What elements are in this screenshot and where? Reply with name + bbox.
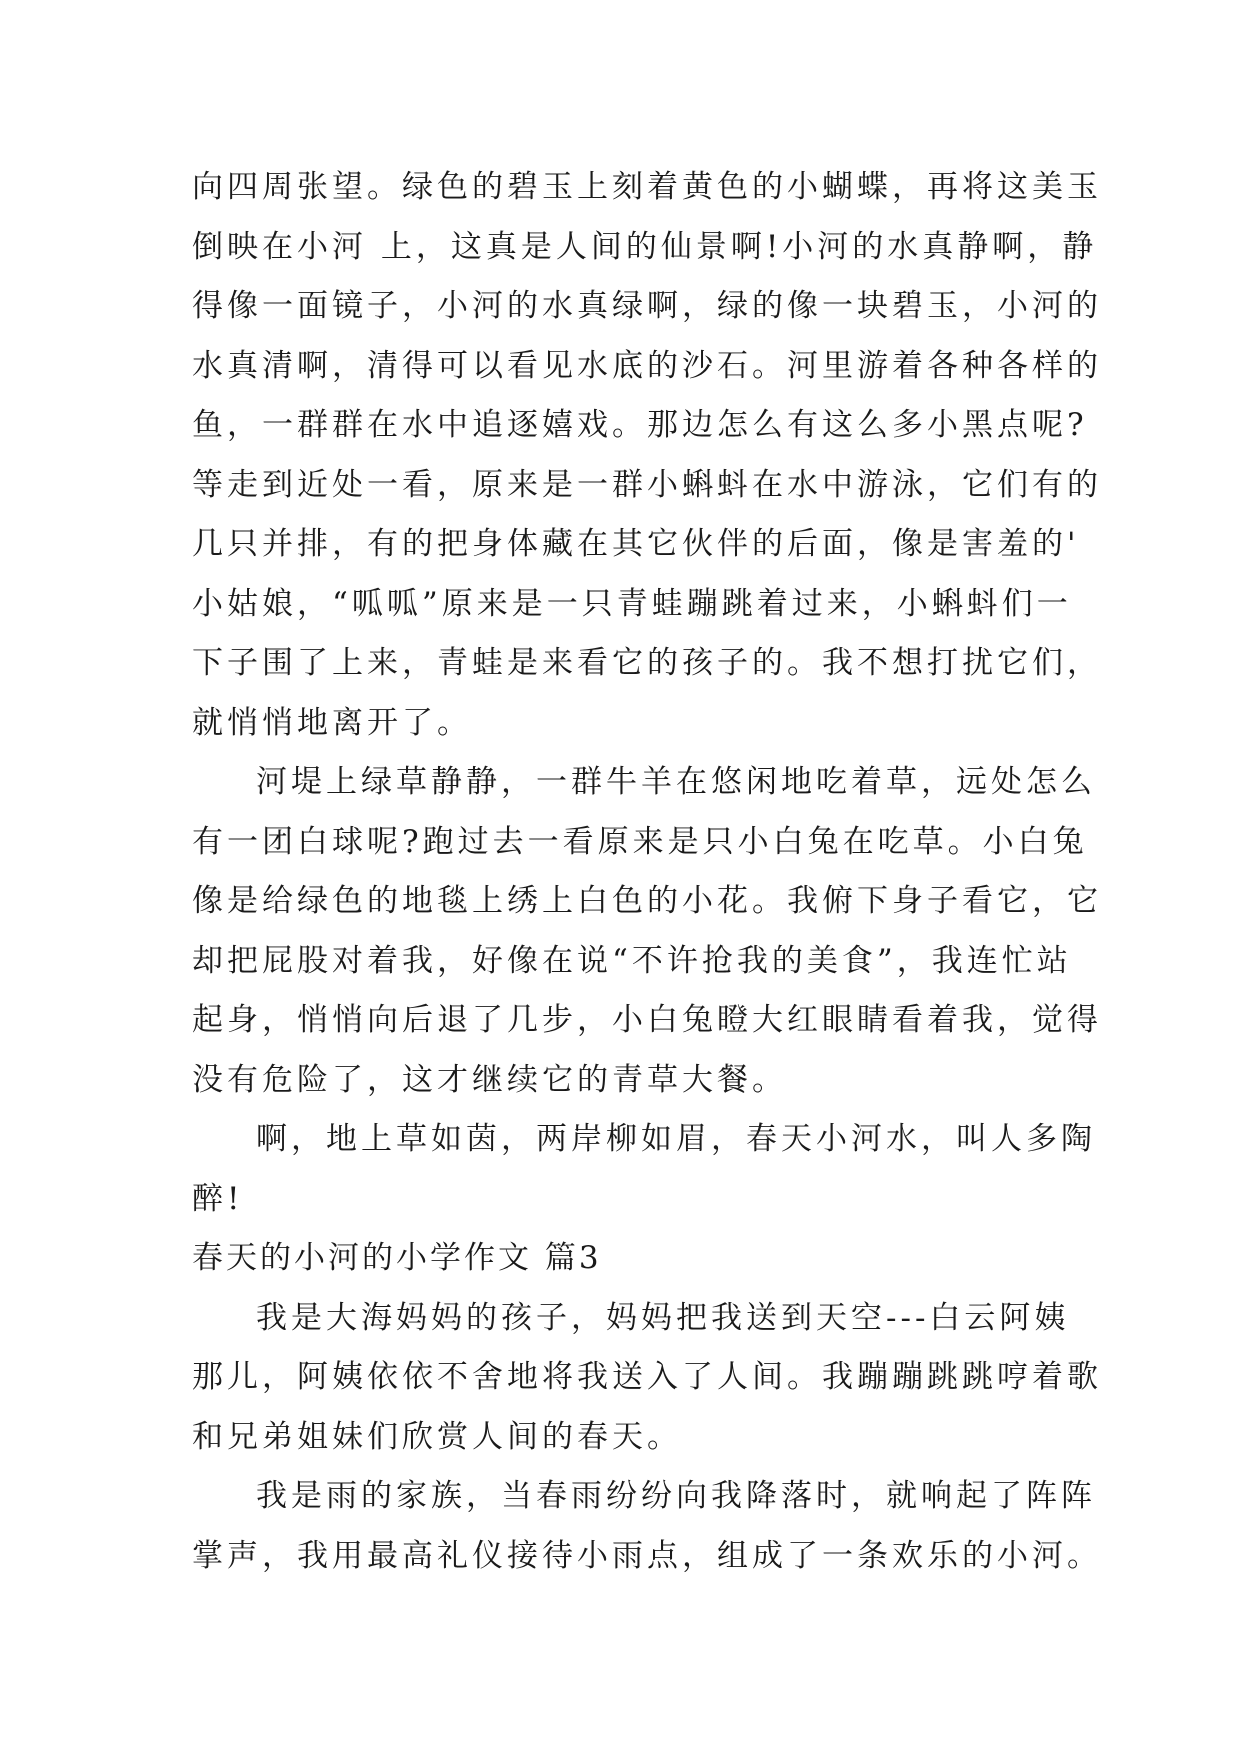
text-line: 等走到近处一看，原来是一群小蝌蚪在水中游泳，它们有的 (192, 466, 1102, 503)
paragraph-first-line: 我是雨的家族，当春雨纷纷向我降落时，就响起了阵阵 (256, 1478, 1096, 1514)
text-line: 醉! (192, 1180, 244, 1217)
text-line: 像是给绿色的地毯上绣上白色的小花。我俯下身子看它，它 (192, 883, 1102, 919)
text-line: 掌声，我用最高礼仪接待小雨点，组成了一条欢乐的小河。 (192, 1537, 1102, 1574)
text-line: 那儿，阿姨依依不舍地将我送入了人间。我蹦蹦跳跳哼着歌 (192, 1359, 1102, 1395)
document-body (192, 158, 1102, 1586)
text-line: 几只并排，有的把身体藏在其它伙伴的后面，像是害羞的' (192, 526, 1080, 562)
text-line: 倒映在小河 上，这真是人间的仙景啊!小河的水真静啊，静 (192, 228, 1098, 265)
text-line: 没有危险了，这才继续它的青草大餐。 (192, 1061, 787, 1098)
text-line: 得像一面镜子，小河的水真绿啊，绿的像一块碧玉，小河的 (192, 288, 1102, 324)
text-line: 有一团白球呢?跑过去一看原来是只小白兔在吃草。小白兔 (192, 823, 1088, 860)
paragraph-first-line: 河堤上绿草静静，一群牛羊在悠闲地吃着草，远处怎么 (256, 764, 1096, 800)
paragraph-first-line: 我是大海妈妈的孩子，妈妈把我送到天空---白云阿姨 (256, 1299, 1070, 1336)
text-line: 鱼，一群群在水中追逐嬉戏。那边怎么有这么多小黑点呢? (192, 407, 1088, 443)
text-line: 和兄弟姐妹们欣赏人间的春天。 (192, 1418, 682, 1455)
text-line: 向四周张望。绿色的碧玉上刻着黄色的小蝴蝶，再将这美玉 (192, 169, 1102, 205)
text-line: 小姑娘，“呱呱”原来是一只青蛙蹦跳着过来，小蝌蚪们一 (192, 585, 1072, 622)
text-line: 水真清啊，清得可以看见水底的沙石。河里游着各种各样的 (192, 347, 1102, 384)
text-line: 却把屁股对着我，好像在说“不许抢我的美食”，我连忙站 (192, 942, 1072, 979)
text-line: 起身，悄悄向后退了几步，小白兔瞪大红眼睛看着我，觉得 (192, 1002, 1102, 1038)
text-line: 下子围了上来，青蛙是来看它的孩子的。我不想打扰它们， (192, 645, 1102, 681)
section-heading: 春天的小河的小学作文 篇3 (192, 1240, 602, 1276)
text-line: 就悄悄地离开了。 (192, 704, 472, 741)
paragraph-first-line: 啊，地上草如茵，两岸柳如眉，春天小河水，叫人多陶 (256, 1121, 1096, 1157)
